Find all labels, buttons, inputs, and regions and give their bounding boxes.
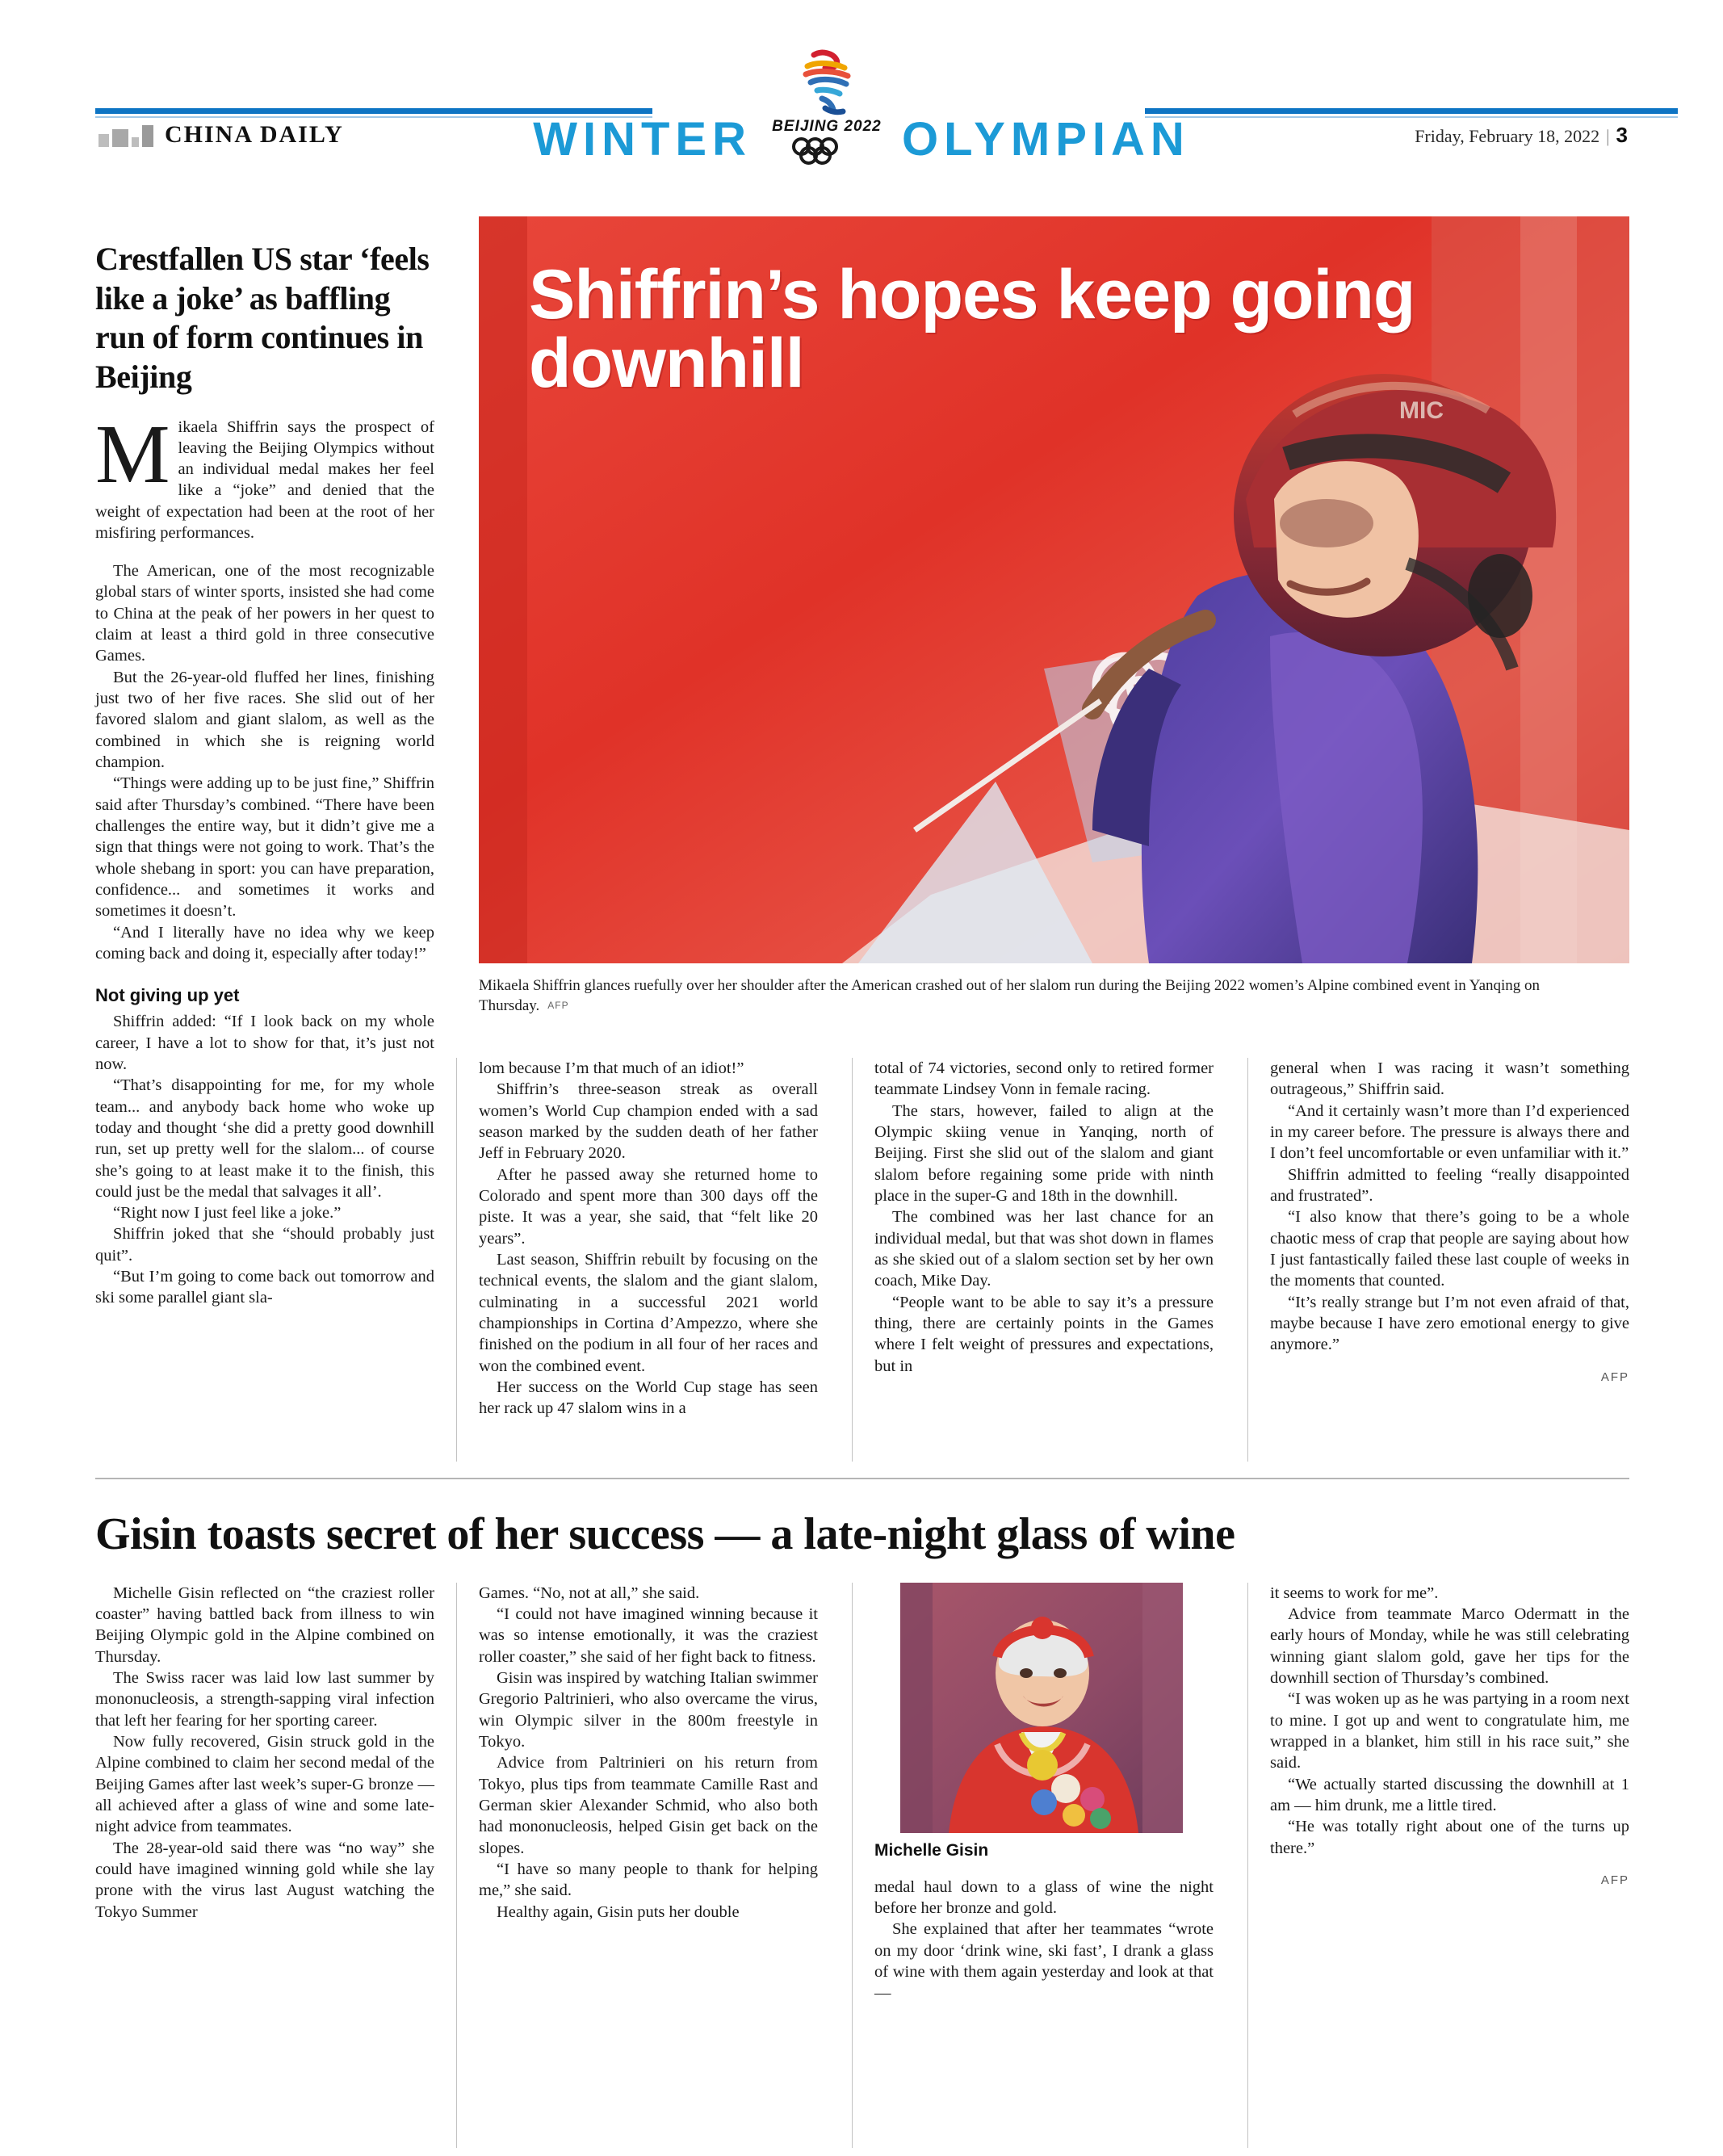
article1-column-2 (479, 1058, 818, 1420)
article1-column-1 (95, 400, 434, 1309)
article2-column-4 (1270, 1583, 1629, 1887)
article1-paragraph: Shiffrin joked that she “should probably just quit”. (95, 1225, 434, 1265)
section-title-olympian: OLYMPIAN (901, 113, 1190, 166)
article2-paragraph: Healthy again, Gisin puts her double (497, 1902, 740, 1921)
article2-paragraph: medal haul down to a glass of wine the night before her bronze and gold. (874, 1877, 1214, 1917)
column-divider (1247, 1583, 1248, 2148)
article1-paragraph: Shiffrin added: “If I look back on my whole career, I have a lot to show for that, it’s just not now. (95, 1013, 434, 1073)
article1-paragraph: The American, one of the most recognizable global stars of winter sports, insisted she had come to China at the peak of her powers in her quest to claim at least a third gold in three consecutive Games. (95, 561, 434, 665)
article2-columns (95, 1583, 1629, 2156)
article1-photo (479, 216, 1629, 963)
article1-headline: Crestfallen US star ‘feels like a joke’ as baffling run of form continues in Beijing (95, 240, 430, 396)
article1-column-3 (874, 1058, 1214, 1377)
article1-paragraph: “People want to be able to say it’s a pressure thing, there are certainly points in the Games where I felt weight of pressures and expectations, but in (874, 1293, 1214, 1375)
article2-column-2 (479, 1583, 818, 1923)
article1-paragraph: But the 26-year-old fluffed her lines, finishing just two of her five races. She slid out of her favored slalom and giant slalom, as well as the combined in which she is reigning world champion. (95, 668, 434, 771)
article1-lead-paragraph: Mikaela Shiffrin says the prospect of leaving the Beijing Olympics without an individual medal makes her feel like a “joke” and denied that the weight of expectation had been at the root of her misfiring performances. (95, 407, 434, 543)
article1-paragraph: “But I’m going to come back out tomorrow and ski some parallel giant sla- (95, 1268, 434, 1307)
article2-paragraph: Games. “No, not at all,” she said. (479, 1583, 700, 1602)
article2-paragraph: Advice from Paltrinieri on his return from Tokyo, plus tips from teammate Camille Rast and German skier Alexander Schmid, who also both had mononucleosis, helped Gisin get back on the slopes. (479, 1754, 818, 1857)
article2-agency-credit: AFP (1600, 1873, 1629, 1887)
masthead-date-and-page (1415, 123, 1628, 148)
article1-agency-credit: AFP (1600, 1370, 1629, 1384)
issue-date: Friday, February 18, 2022 (1415, 126, 1600, 146)
article2-paragraph: “I was woken up as he was partying in a room next to mine. I got up and went to congratulate him, me wrapped in a blanket, him still in his race suit,” she said. (1270, 1690, 1629, 1772)
article1-photo-caption (479, 975, 1629, 1017)
article2-paragraph: Advice from teammate Marco Odermatt in the early hours of Monday, while he was still celebrating winning giant slalom gold, gave her tips for the downhill section of Thursday’s combined. (1270, 1604, 1629, 1687)
article1-paragraph: Shiffrin admitted to feeling “really disappointed and frustrated”. (1270, 1165, 1629, 1205)
publication-name: CHINA DAILY (165, 121, 344, 148)
column-divider (852, 1583, 853, 2148)
article2-photo-caption-name: Michelle Gisin (874, 1840, 989, 1860)
gisin-photo-illustration (900, 1583, 1183, 1833)
caption-text: Mikaela Shiffrin glances ruefully over her shoulder after the American crashed out of her slalom run during the Beijing 2022 women’s Alpine combined event in Yanqing on Thursday. (479, 977, 1541, 1015)
beijing-2022-olympic-logo (766, 73, 887, 163)
article1-paragraph: “It’s really strange but I’m not even afraid of that, maybe because I have zero emotional energy to give anymore.” (1270, 1293, 1629, 1354)
article2-photo (900, 1583, 1183, 1833)
article1-paragraph: The stars, however, failed to align at the Olympic skiing venue in Yanqing, north of Beijing. First she slid out of the slalom and giant slalom before regaining some pride with ninth place in the super-G and 18th in the downhill. (874, 1101, 1214, 1205)
article1-paragraph: total of 74 victories, second only to retired former teammate Lindsey Vonn in female racing. (874, 1059, 1214, 1099)
column-divider (852, 1058, 853, 1462)
article1-paragraph: general when I was racing it wasn’t something outrageous,” Shiffrin said. (1270, 1059, 1629, 1099)
main-content (95, 202, 1629, 1502)
article2-headline: Gisin toasts secret of her success — a late-night glass of wine (95, 1509, 1235, 1559)
article2-column-3 (874, 1583, 1214, 2004)
page-number: 3 (1616, 123, 1628, 147)
article1-photo-overlay-headline: Shiffrin’s hopes keep going downhill (529, 256, 1415, 403)
article-gisin (95, 1510, 1629, 2156)
article1-paragraph: Shiffrin’s three-season streak as overall women’s World Cup champion ended with a sad season marked by the sudden death of her father Jeff in February 2020. (479, 1080, 818, 1163)
beijing-2022-wordmark: BEIJING 2022 (772, 118, 882, 135)
article2-paragraph: “I could not have imagined winning because it was so intense emotionally, it was the craziest roller coaster,” she said of her fight back to fitness. (479, 1604, 818, 1666)
article1-paragraph: “I also know that there’s going to be a whole chaotic mess of crap that people are saying about how I just fantastically failed these last couple of weeks in the moments that counted. (1270, 1208, 1629, 1290)
article2-paragraph: “He was totally right about one of the turns up there.” (1270, 1818, 1629, 1857)
article1-paragraph: After he passed away she returned home to Colorado and spent more than 300 days off the piste. It was a year, she said, that “felt like 20 years”. (479, 1165, 818, 1248)
article1-paragraph: The combined was her last chance for an individual medal, but that was shot down in flames as she skied out of a slalom section set by her own coach, Mike Day. (874, 1208, 1214, 1290)
article1-paragraph: “That’s disappointing for me, for my whole team... and anybody back home who woke up today and thought ‘she did a pretty good downhill run, set up pretty well for the slalom... of course she’s going to at least make it to the finish, this could just be the medal that salvages it all’. (95, 1076, 434, 1201)
skier-logo-icon (790, 48, 864, 118)
article2-paragraph: The 28-year-old said there was “no way” she could have imagined winning gold while she lay prone with the virus last August watching the Tokyo Summer (95, 1839, 434, 1921)
article1-paragraph: “Things were adding up to be just fine,” Shiffrin said after Thursday’s combined. “There have been challenges the entire way, but it didn’t give me a sign that things were not going to work. That’s the whole shebang in sport: you can have preparation, confidence... and sometimes it works and sometimes it doesn’t. (95, 774, 434, 921)
date-page-separator: | (1606, 126, 1610, 146)
article2-paragraph: Michelle Gisin reflected on “the craziest roller coaster” having battled back from illness to win Beijing Olympic gold in the Alpine combined on Thursday. (95, 1583, 434, 1666)
article2-paragraph: “We actually started discussing the downhill at 1 am — him drunk, me a little tired. (1270, 1775, 1629, 1814)
article-shiffrin (95, 202, 1629, 1502)
article-separator-rule (95, 1478, 1629, 1479)
masthead (0, 0, 1723, 174)
section-title-winter: WINTER (533, 113, 752, 166)
article1-paragraph: “And I literally have no idea why we keep coming back and doing it, especially after today!” (95, 923, 434, 963)
article2-paragraph: Now fully recovered, Gisin struck gold in the Alpine combined to claim her second medal of the Beijing Games after last week’s super-G bronze — all achieved after a glass of wine and some late-night advice from teammates. (95, 1732, 434, 1836)
olympic-rings-icon (792, 137, 862, 161)
column-divider (456, 1058, 457, 1462)
article2-paragraph: Gisin was inspired by watching Italian swimmer Gregorio Paltrinieri, who also overcame the virus, win Olympic silver in the 800m freestyle in Tokyo. (479, 1668, 818, 1751)
article2-paragraph: “I have so many people to thank for helping me,” she said. (479, 1860, 818, 1900)
article1-paragraph: lom because I’m that much of an idiot!” (479, 1059, 744, 1077)
article2-paragraph: The Swiss racer was laid low last summer by mononucleosis, a strength-sapping viral infection that left her fearing for her sporting career. (95, 1668, 434, 1730)
article1-subhead: Not giving up yet (95, 985, 240, 1006)
article1-paragraph: “And it certainly wasn’t more than I’d experienced in my career before. The pressure is always there and I don’t feel uncomfortable or even unfamiliar with it.” (1270, 1101, 1629, 1163)
article2-paragraph: it seems to work for me”. (1270, 1583, 1439, 1602)
article1-column-4 (1270, 1058, 1629, 1384)
column-divider (456, 1583, 457, 2148)
svg-text:MIC: MIC (1399, 397, 1444, 424)
article1-paragraph: Her success on the World Cup stage has seen her rack up 47 slalom wins in a (479, 1378, 818, 1418)
article2-paragraph: She explained that after her teammates “wrote on my door ‘drink wine, ski fast’, I drank a glass of wine with them again yesterday and look at that — (874, 1920, 1214, 2003)
article1-paragraph: “Right now I just feel like a joke.” (113, 1204, 342, 1223)
caption-credit: AFP (547, 1000, 569, 1012)
article1-paragraph: Last season, Shiffrin rebuilt by focusing on the technical events, the slalom and the giant slalom, culminating in a successful 2021 world championships in Cortina d’Ampezzo, where she finished on the podium in all four of her races and won the combined event. (479, 1250, 818, 1375)
column-divider (1247, 1058, 1248, 1462)
section-banner (0, 74, 1723, 166)
article2-column-1 (95, 1583, 434, 1923)
